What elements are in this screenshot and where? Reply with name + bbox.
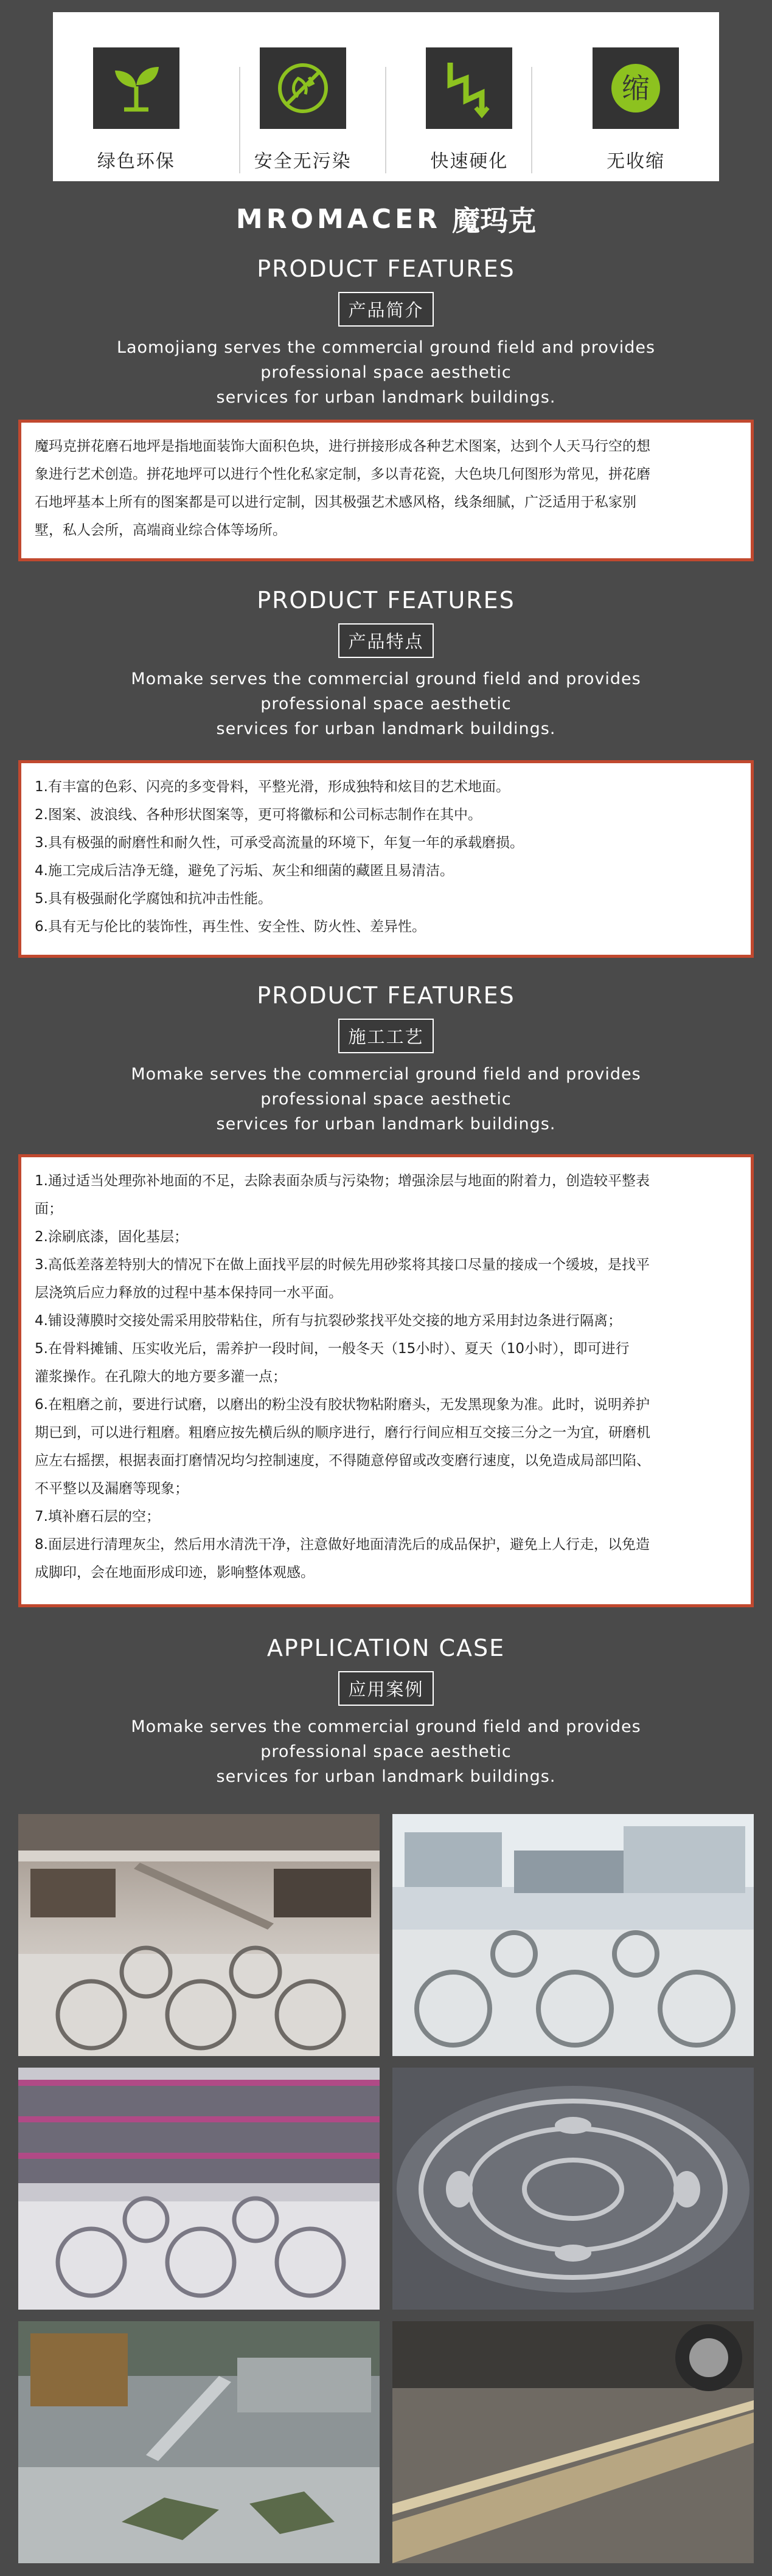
desc-line: services for urban landmark buildings. <box>216 388 556 407</box>
text-line: 灌浆操作。在孔隙大的地方要多灌一点； <box>35 1369 287 1385</box>
section-pill: 应用案例 <box>338 1671 433 1706</box>
case-photo-mall-balconies <box>18 2068 380 2310</box>
case-photo-medallion <box>392 2068 754 2310</box>
section-pill: 产品简介 <box>338 292 433 327</box>
section-description <box>0 1714 772 1789</box>
section-description <box>0 335 772 410</box>
case-photo-mall-hall <box>392 1814 754 2056</box>
section-title: PRODUCT FEATURES <box>257 255 515 282</box>
text-line: 4.铺设薄膜时交接处需采用胶带粘住，所有与抗裂砂浆找平处交接的地方采用封边条进行隔离； <box>35 1313 622 1329</box>
text-line: 8.面层进行清理灰尘，然后用水清洗干净，注意做好地面清洗后的成品保护，避免上人行走，以免造 <box>35 1537 650 1553</box>
desc-line: professional space aesthetic <box>260 1090 512 1109</box>
text-line: 魔玛克拼花磨石地坪是指地面装饰大面积色块，进行拼接形成各种艺术图案，达到个人天马行空的想 <box>35 438 650 454</box>
text-line: 象进行艺术创造。拼花地坪可以进行个性化私家定制，多以青花瓷，大色块几何图形为常见，拼花磨 <box>35 466 650 482</box>
text-line: 5.在骨料摊铺、压实收光后，需养护一段时间，一般冬天（15小时）、夏天（10小时），即可进行 <box>35 1341 630 1357</box>
text-line: 1.有丰富的色彩、闪亮的多变骨料，平整光滑，形成独特和炫目的艺术地面。 <box>35 779 510 795</box>
section-features-header <box>0 587 772 741</box>
svg-text:缩: 缩 <box>622 72 650 105</box>
text-line: 层浇筑后应力释放的过程中基本保持同一水平面。 <box>35 1285 343 1301</box>
no-pollution-icon <box>260 47 346 129</box>
feature-label: 安全无污染 <box>254 151 352 172</box>
feature-noshrink <box>563 47 709 173</box>
brand-name-cn: 魔玛克 <box>452 204 537 237</box>
desc-line: professional space aesthetic <box>260 694 512 713</box>
text-line: 1.通过适当处理弥补地面的不足，去除表面杂质与污染物；增强涂层与地面的附着力，创造较平整表 <box>35 1173 650 1189</box>
section-title: PRODUCT FEATURES <box>257 982 515 1009</box>
text-line: 6.在粗磨之前，要进行试磨，以磨出的粉尘没有胶状物粘附磨头，无发黑现象为准。此时，说明养护 <box>35 1397 650 1413</box>
text-line: 3.具有极强的耐磨性和耐久性，可承受高流量的环境下，年复一年的承载磨损。 <box>35 835 524 851</box>
text-line: 面； <box>35 1201 63 1217</box>
feature-strip <box>53 12 719 181</box>
feature-fast <box>396 47 542 173</box>
desc-line: Momake serves the commercial ground field and provides <box>131 1717 641 1736</box>
features-text-box <box>18 760 754 958</box>
section-pill: 施工工艺 <box>338 1019 433 1053</box>
desc-line: services for urban landmark buildings. <box>216 1767 556 1786</box>
desc-line: professional space aesthetic <box>260 1742 512 1761</box>
section-pill: 产品特点 <box>338 623 433 658</box>
brand-logo <box>0 198 772 240</box>
feature-safe <box>230 47 376 173</box>
text-line: 石地坪基本上所有的图案都是可以进行定制，因其极强艺术感风格，线条细腻，广泛适用于私家别 <box>35 494 636 510</box>
shrink-char-icon <box>593 47 679 129</box>
text-line: 7.填补磨石层的空； <box>35 1509 160 1525</box>
case-photo-showroom-car <box>392 2321 754 2563</box>
case-photo-escalator <box>18 2321 380 2563</box>
text-line: 应左右摇摆，根据表面打磨情况均匀控制速度，不得随意停留或改变磨行速度，以免造成局部凹陷、 <box>35 1453 650 1469</box>
section-description <box>0 667 772 741</box>
process-text-box <box>18 1154 754 1607</box>
text-line: 5.具有极强耐化学腐蚀和抗冲击性能。 <box>35 891 272 907</box>
text-line: 不平整以及漏磨等现象； <box>35 1481 189 1497</box>
text-line: 期已到，可以进行粗磨。粗磨应按先横后纵的顺序进行，磨行行间应相互交接三分之一为宜，研磨机 <box>35 1425 650 1441</box>
desc-line: Momake serves the commercial ground field and provides <box>131 670 641 688</box>
desc-line: Momake serves the commercial ground field and provides <box>131 1065 641 1084</box>
section-title: PRODUCT FEATURES <box>257 587 515 614</box>
divider <box>531 67 532 173</box>
text-line: 2.图案、波浪线、各种形状图案等，更可将徽标和公司标志制作在其中。 <box>35 807 482 823</box>
feature-label: 绿色环保 <box>97 151 175 172</box>
section-cases-header <box>0 1635 772 1789</box>
text-line: 成脚印，会在地面形成印迹，影响整体观感。 <box>35 1565 315 1581</box>
feature-label: 无收缩 <box>607 151 666 172</box>
brand-name-en: MROMACER <box>235 203 442 235</box>
feature-label: 快速硬化 <box>430 151 509 172</box>
desc-line: services for urban landmark buildings. <box>216 719 556 738</box>
desc-line: services for urban landmark buildings. <box>216 1115 556 1134</box>
text-line: 3.高低差落差特别大的情况下在做上面找平层的时候先用砂浆将其接口尽量的接成一个缓坡，是找平 <box>35 1257 650 1273</box>
intro-text-box <box>18 420 754 561</box>
lightning-icon <box>426 47 512 129</box>
sprout-icon <box>93 47 179 129</box>
section-description <box>0 1062 772 1137</box>
feature-green <box>63 47 209 173</box>
text-line: 6.具有无与伦比的装饰性，再生性、安全性、防火性、差异性。 <box>35 919 426 935</box>
divider <box>239 67 240 173</box>
case-photo-mall-atrium <box>18 1814 380 2056</box>
text-line: 4.施工完成后洁净无缝，避免了污垢、灰尘和细菌的藏匿且易清洁。 <box>35 863 454 879</box>
section-intro-header <box>0 255 772 410</box>
text-line: 2.涂刷底漆，固化基层； <box>35 1229 188 1245</box>
divider <box>385 67 386 173</box>
section-title: APPLICATION CASE <box>266 1635 506 1661</box>
desc-line: professional space aesthetic <box>260 363 512 382</box>
text-line: 墅，私人会所，高端商业综合体等场所。 <box>35 522 287 538</box>
desc-line: Laomojiang serves the commercial ground field and provides <box>116 338 656 357</box>
section-process-header <box>0 982 772 1137</box>
